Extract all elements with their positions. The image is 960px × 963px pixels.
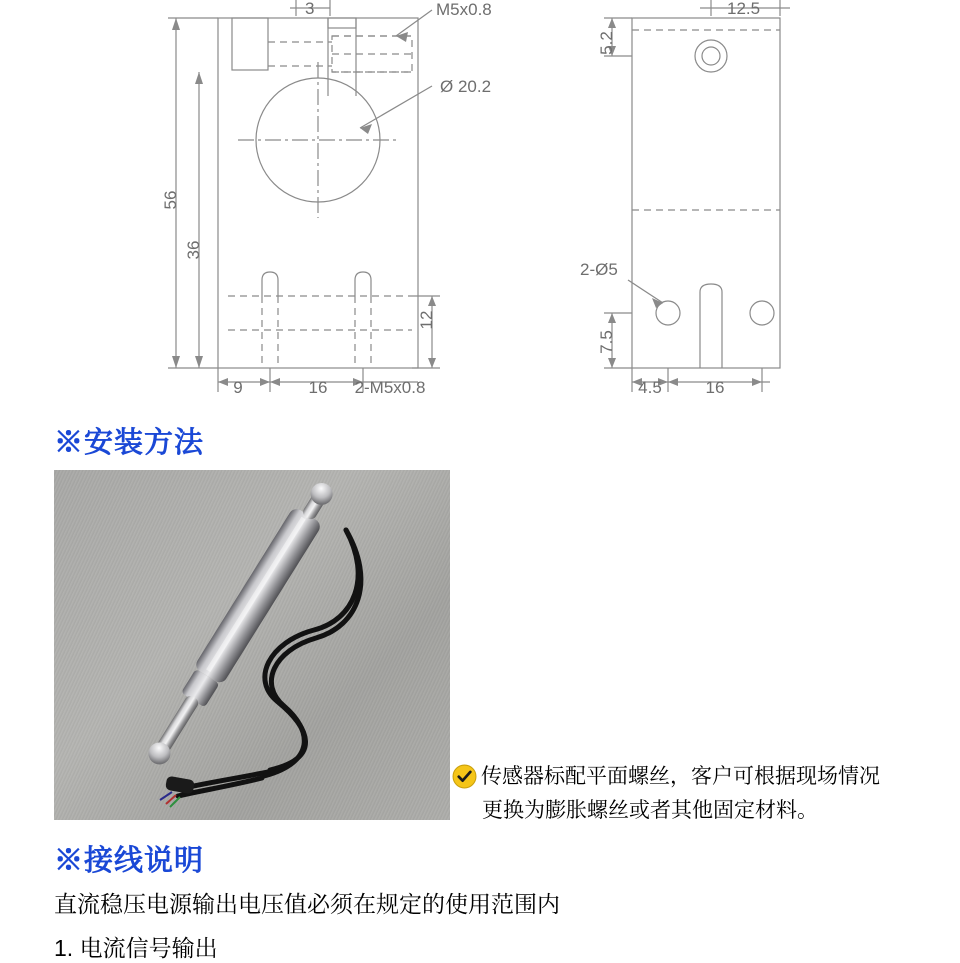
dim-slot-height: 12 [417,310,436,330]
dim-bottom-mid: 16 [308,378,328,397]
dim-side-width-top: 12.5 [727,0,761,18]
wiring-line-2: 1. 电流信号输出 [54,935,218,961]
wiring-line-1: 直流稳压电源输出电压值必须在规定的使用范围内 [54,891,560,917]
install-method-heading: ※安装方法 [54,427,205,459]
dim-height-total: 56 [161,190,180,210]
dim-height-inner: 36 [184,240,203,260]
install-note-text-2: 更换为膨胀螺丝或者其他固定材料。 [482,799,818,822]
wiring-instructions-heading: ※接线说明 [54,845,205,877]
dim-side-holes: 2-Ø5 [580,260,618,279]
sensor-illustration [54,470,450,820]
check-badge-icon [452,764,477,789]
install-note-text-1: 传感器标配平面螺丝，客户可根据现场情况 [481,765,880,788]
dim-side-bottom-left: 4.5 [638,378,662,397]
dim-hole-dia: Ø 20.2 [440,77,492,96]
product-photo [54,470,450,820]
install-note-line-1 [452,760,952,794]
dim-side-bottom-right: 16 [705,378,725,397]
dim-side-offset-bottom: 7.5 [597,330,616,354]
dim-thread-top: M5x0.8 [436,0,492,19]
dim-side-offset-top: 5.2 [597,31,616,55]
technical-drawing [0,0,960,400]
dim-top-small: 3 [305,0,315,18]
dim-bottom-left: 9 [233,378,243,397]
drawing-svg [0,0,960,400]
dim-bottom-thread: 2-M5x0.8 [354,378,426,397]
install-note [452,760,952,828]
